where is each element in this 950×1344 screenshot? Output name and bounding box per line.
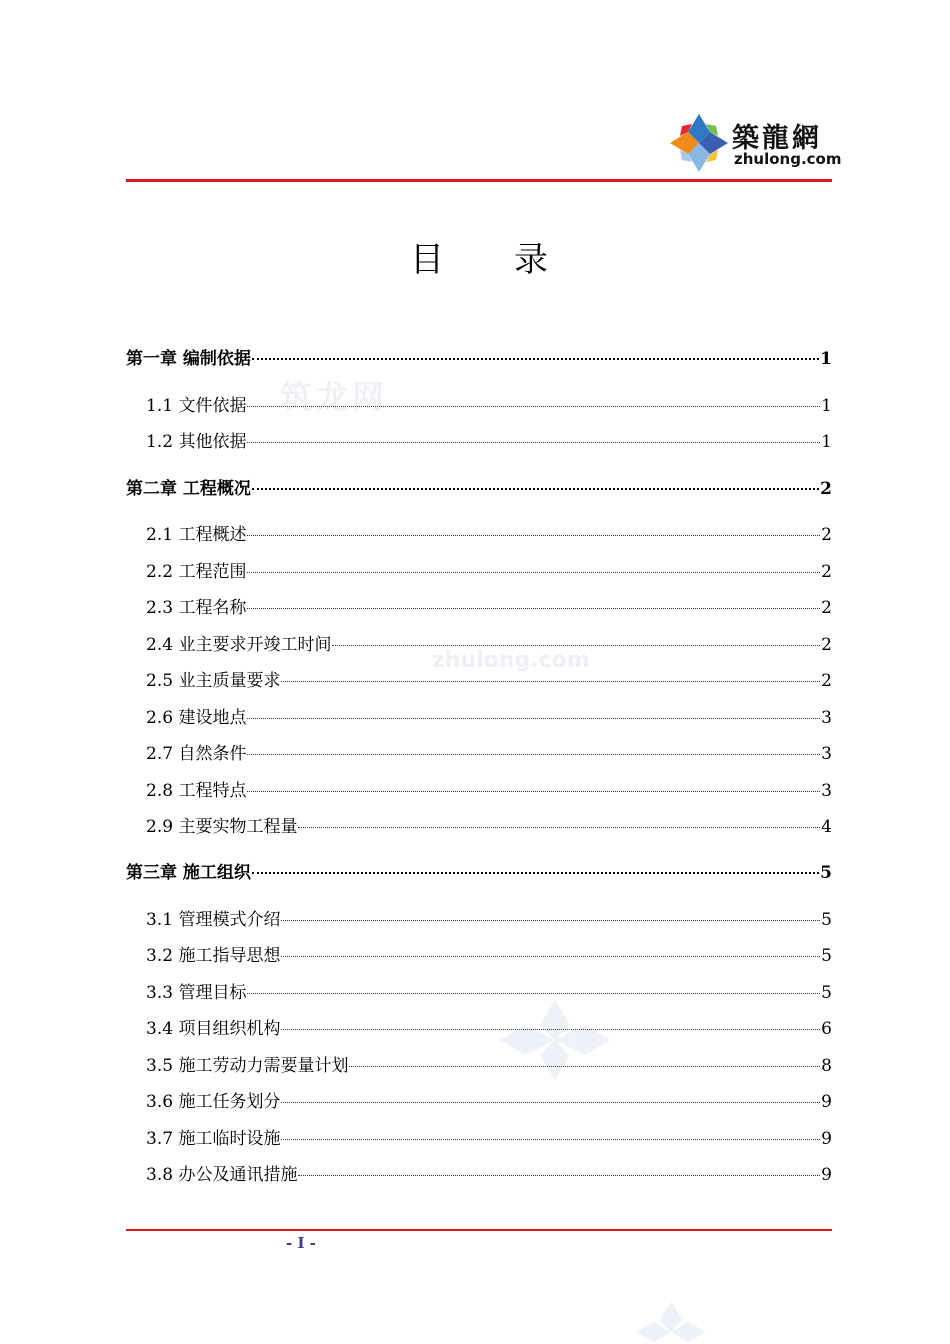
- toc-dot-leader: [247, 993, 820, 994]
- toc-entry-label: 3.3 管理目标: [146, 983, 247, 1003]
- toc-dot-leader: [247, 442, 820, 443]
- toc-section-entry[interactable]: [146, 391, 832, 417]
- toc-entry-label: 2.1 工程概述: [146, 525, 247, 545]
- toc-entry-label: 2.8 工程特点: [146, 781, 247, 801]
- toc-dot-leader: [247, 608, 820, 609]
- toc-entry-label: 2.6 建设地点: [146, 708, 247, 728]
- toc-section-entry[interactable]: [146, 593, 832, 619]
- toc-dot-leader: [252, 872, 819, 874]
- toc-entry-label: 3.2 施工指导思想: [146, 946, 281, 966]
- watermark-cn: 筑龙网: [280, 378, 389, 416]
- toc-chapter-entry[interactable]: [126, 858, 832, 884]
- toc-dot-leader: [247, 572, 820, 573]
- toc-dot-leader: [281, 920, 820, 921]
- toc-section-entry[interactable]: [146, 812, 832, 838]
- toc-entry-label: 3.8 办公及通讯措施: [146, 1165, 298, 1185]
- toc-section-entry[interactable]: [146, 1087, 832, 1113]
- toc-entry-label: 第一章 编制依据: [126, 349, 251, 369]
- toc-page-number: 2: [821, 671, 832, 691]
- toc-page-number: 3: [821, 708, 832, 728]
- toc-dot-leader: [281, 1139, 820, 1140]
- toc-dot-leader: [349, 1066, 820, 1067]
- toc-section-entry[interactable]: [146, 666, 832, 692]
- toc-section-entry[interactable]: [146, 520, 832, 546]
- toc-dot-leader: [247, 718, 820, 719]
- toc-entry-label: 2.7 自然条件: [146, 744, 247, 764]
- toc-dot-leader: [252, 488, 819, 490]
- toc-entry-label: 3.5 施工劳动力需要量计划: [146, 1056, 349, 1076]
- toc-page-number: 2: [821, 525, 832, 545]
- toc-page-number: 9: [821, 1165, 832, 1185]
- toc-page-number: 8: [821, 1056, 832, 1076]
- toc-section-entry[interactable]: [146, 1051, 832, 1077]
- toc-dot-leader: [298, 1175, 820, 1176]
- footer-rule: [126, 1229, 832, 1231]
- toc-page-number: 4: [821, 817, 832, 837]
- toc-entry-label: 2.2 工程范围: [146, 562, 247, 582]
- toc-section-entry[interactable]: [146, 1124, 832, 1150]
- toc-page-number: 1: [821, 432, 832, 452]
- title-char-2: 录: [514, 240, 548, 280]
- toc-dot-leader: [281, 681, 820, 682]
- watermark-en: zhulong.com: [432, 648, 590, 673]
- toc-entry-label: 3.6 施工任务划分: [146, 1092, 281, 1112]
- toc-dot-leader: [247, 535, 820, 536]
- toc-page-number: 3: [821, 744, 832, 764]
- toc-dot-leader: [298, 827, 820, 828]
- toc-chapter-entry[interactable]: [126, 344, 832, 370]
- toc-dot-leader: [281, 956, 820, 957]
- toc-page-number: 5: [821, 946, 832, 966]
- toc-page-number: 9: [821, 1092, 832, 1112]
- toc-page-number: 5: [821, 910, 832, 930]
- toc-section-entry[interactable]: [146, 1014, 832, 1040]
- toc-section-entry[interactable]: [146, 630, 832, 656]
- toc-entry-label: 2.3 工程名称: [146, 598, 247, 618]
- toc-entry-label: 2.9 主要实物工程量: [146, 817, 298, 837]
- toc-section-entry[interactable]: [146, 978, 832, 1004]
- title-char-1: 目: [410, 240, 444, 280]
- toc-section-entry[interactable]: [146, 703, 832, 729]
- toc-page-number: 2: [820, 479, 832, 499]
- toc-entry-label: 3.4 项目组织机构: [146, 1019, 281, 1039]
- toc-entry-label: 2.4 业主要求开竣工时间: [146, 635, 332, 655]
- toc-section-entry[interactable]: [146, 557, 832, 583]
- toc-page-number: 2: [821, 635, 832, 655]
- toc-page-number: 3: [821, 781, 832, 801]
- toc-section-entry[interactable]: [146, 739, 832, 765]
- toc-section-entry[interactable]: [146, 905, 832, 931]
- toc-entry-label: 1.1 文件依据: [146, 396, 247, 416]
- toc-entry-label: 第二章 工程概况: [126, 479, 251, 499]
- toc-page-number: 9: [821, 1129, 832, 1149]
- toc-page-number: 1: [820, 349, 832, 369]
- toc-page-number: 1: [821, 396, 832, 416]
- page-number: - I -: [286, 1234, 316, 1252]
- logo-mark-icon: [668, 112, 730, 174]
- toc-chapter-entry[interactable]: [126, 474, 832, 500]
- toc-entry-label: 3.1 管理模式介绍: [146, 910, 281, 930]
- toc-section-entry[interactable]: [146, 427, 832, 453]
- toc-dot-leader: [247, 791, 820, 792]
- brand-logo: [668, 112, 842, 176]
- toc-page-number: 2: [821, 598, 832, 618]
- toc-entry-label: 1.2 其他依据: [146, 432, 247, 452]
- toc-section-entry[interactable]: [146, 1160, 832, 1186]
- toc-dot-leader: [247, 406, 820, 407]
- toc-section-entry[interactable]: [146, 776, 832, 802]
- toc-page-number: 2: [821, 562, 832, 582]
- toc-page-number: 5: [821, 983, 832, 1003]
- toc-dot-leader: [281, 1029, 820, 1030]
- toc-dot-leader: [247, 754, 820, 755]
- toc-dot-leader: [281, 1102, 820, 1103]
- toc-entry-label: 第三章 施工组织: [126, 863, 251, 883]
- logo-domain-text: zhulong.com: [734, 150, 842, 168]
- logo-chinese-text: 築龍網: [732, 123, 822, 154]
- toc-page-number: 6: [821, 1019, 832, 1039]
- toc-dot-leader: [252, 358, 819, 360]
- toc-page-number: 5: [820, 863, 832, 883]
- toc-entry-label: 2.5 业主质量要求: [146, 671, 281, 691]
- toc-dot-leader: [332, 645, 820, 646]
- toc-entry-label: 3.7 施工临时设施: [146, 1129, 281, 1149]
- toc-section-entry[interactable]: [146, 941, 832, 967]
- header-rule: [126, 179, 832, 182]
- watermark-logo-icon-bottom: [636, 1302, 706, 1344]
